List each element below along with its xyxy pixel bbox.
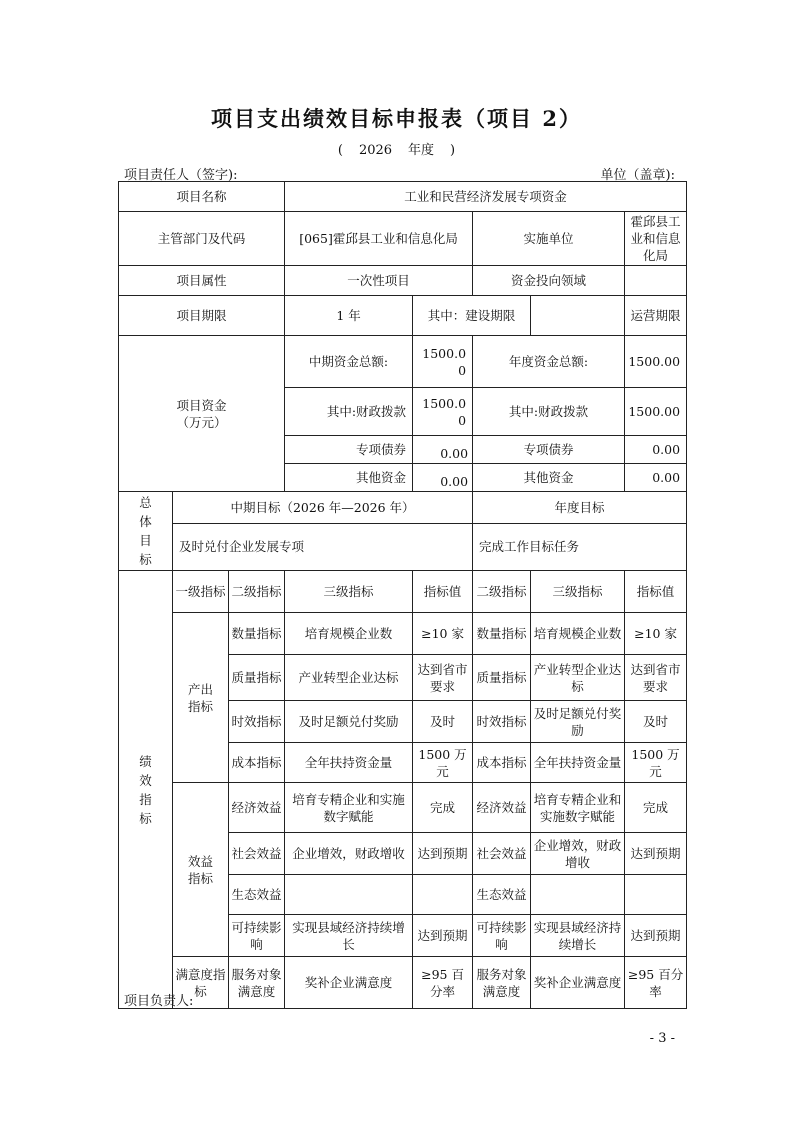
other-annual-value: 0.00 bbox=[625, 464, 687, 492]
satisfaction-l2-annual: 服务对象满意度 bbox=[473, 957, 531, 1009]
attr-value: 一次性项目 bbox=[285, 266, 473, 296]
satisfaction-l3-annual: 奖补企业满意度 bbox=[531, 957, 625, 1009]
benefit-value-annual: 达到预期 bbox=[625, 833, 687, 875]
output-l3-annual: 产业转型企业达标 bbox=[531, 655, 625, 701]
output-l3: 全年扶持资金量 bbox=[285, 743, 413, 783]
fiscal-annual-label: 其中:财政拨款 bbox=[473, 388, 625, 436]
row-goals-content bbox=[119, 523, 687, 570]
header-level3: 三级指标 bbox=[285, 571, 413, 613]
mid-total-value: 1500.00 bbox=[413, 336, 473, 388]
row-indicator-header bbox=[119, 571, 687, 613]
year-line bbox=[0, 139, 793, 158]
performance-indicator-label-text: 绩 效 指 标 bbox=[139, 753, 152, 826]
benefit-value: 达到预期 bbox=[413, 915, 473, 957]
bond-mid-value: 0.00 bbox=[413, 436, 473, 464]
benefit-l3: 实现县域经济持续增长 bbox=[285, 915, 413, 957]
benefit-value-annual: 完成 bbox=[625, 783, 687, 833]
fiscal-mid-value: 1500.00 bbox=[413, 388, 473, 436]
benefit-indicator-label-text: 效益 指标 bbox=[187, 853, 213, 886]
benefit-l2-annual: 经济效益 bbox=[473, 783, 531, 833]
table-row bbox=[119, 783, 687, 833]
output-l3-annual: 及时足额兑付奖励 bbox=[531, 701, 625, 743]
output-l3-annual: 全年扶持资金量 bbox=[531, 743, 625, 783]
bond-annual-value: 0.00 bbox=[625, 436, 687, 464]
benefit-value-annual bbox=[625, 875, 687, 915]
dept-value: [065]霍邱县工业和信息化局 bbox=[285, 212, 473, 266]
bond-mid-label: 专项债券 bbox=[285, 436, 413, 464]
overall-goal-label-text: 总 体 目 标 bbox=[139, 495, 152, 567]
fiscal-mid-label: 其中:财政拨款 bbox=[285, 388, 413, 436]
header-level1: 一级指标 bbox=[173, 571, 229, 613]
output-l2: 质量指标 bbox=[229, 655, 285, 701]
project-name-value: 工业和民营经济发展专项资金 bbox=[285, 182, 687, 212]
output-value: 1500 万元 bbox=[413, 743, 473, 783]
benefit-l2: 社会效益 bbox=[229, 833, 285, 875]
dept-label: 主管部门及代码 bbox=[119, 212, 285, 266]
attr-label: 项目属性 bbox=[119, 266, 285, 296]
annual-goal-text: 完成工作目标任务 bbox=[473, 523, 687, 570]
unit-seal-label: 单位（盖章): bbox=[600, 168, 675, 183]
page-number: - 3 - bbox=[649, 1031, 675, 1046]
satisfaction-value-annual: ≥95 百分率 bbox=[625, 957, 687, 1009]
mid-goal-text: 及时兑付企业发展专项 bbox=[173, 523, 473, 570]
benefit-value bbox=[413, 875, 473, 915]
other-mid-value: 0.00 bbox=[413, 464, 473, 492]
operate-period-label: 运营期限 bbox=[625, 296, 687, 336]
benefit-value: 完成 bbox=[413, 783, 473, 833]
output-value-annual: 及时 bbox=[625, 701, 687, 743]
build-period-value bbox=[531, 296, 625, 336]
year-close: ) bbox=[450, 143, 456, 158]
year-open: ( bbox=[337, 143, 343, 158]
output-l2-annual: 质量指标 bbox=[473, 655, 531, 701]
benefit-l3: 培育专精企业和实施数字赋能 bbox=[285, 783, 413, 833]
year-value: 2026 bbox=[358, 143, 393, 158]
annual-goal-header: 年度目标 bbox=[473, 492, 687, 524]
output-l2: 成本指标 bbox=[229, 743, 285, 783]
row-period bbox=[119, 296, 687, 336]
project-leader-label: 项目负责人: bbox=[124, 994, 194, 1009]
satisfaction-l2: 服务对象满意度 bbox=[229, 957, 285, 1009]
output-value-annual: 达到省市要求 bbox=[625, 655, 687, 701]
output-indicator-label bbox=[173, 613, 229, 783]
header-value-annual: 指标值 bbox=[625, 571, 687, 613]
output-l3: 及时足额兑付奖励 bbox=[285, 701, 413, 743]
row-dept bbox=[119, 212, 687, 266]
output-value-annual: 1500 万元 bbox=[625, 743, 687, 783]
mid-total-label: 中期资金总额: bbox=[285, 336, 413, 388]
impl-unit-label: 实施单位 bbox=[473, 212, 625, 266]
year-label: 年度 bbox=[408, 143, 435, 158]
output-l2-annual: 数量指标 bbox=[473, 613, 531, 655]
output-l3: 产业转型企业达标 bbox=[285, 655, 413, 701]
output-value-annual: ≥10 家 bbox=[625, 613, 687, 655]
benefit-l3-annual: 实现县域经济持续增长 bbox=[531, 915, 625, 957]
other-annual-label: 其他资金 bbox=[473, 464, 625, 492]
output-value: 及时 bbox=[413, 701, 473, 743]
header-level2: 二级指标 bbox=[229, 571, 285, 613]
benefit-l3-annual: 企业增效，财政增收 bbox=[531, 833, 625, 875]
period-label: 项目期限 bbox=[119, 296, 285, 336]
benefit-l2-annual: 可持续影响 bbox=[473, 915, 531, 957]
benefit-l2-annual: 社会效益 bbox=[473, 833, 531, 875]
invest-value bbox=[625, 266, 687, 296]
benefit-l3 bbox=[285, 875, 413, 915]
period-value-text: 1 年 bbox=[336, 308, 361, 323]
header-value: 指标值 bbox=[413, 571, 473, 613]
impl-unit-value: 霍邱县工业和信息化局 bbox=[625, 212, 687, 266]
fiscal-annual-value: 1500.00 bbox=[625, 388, 687, 436]
mid-goal-header: 中期目标（2026 年—2026 年） bbox=[173, 492, 473, 524]
performance-goal-table bbox=[118, 181, 687, 1009]
benefit-l2: 生态效益 bbox=[229, 875, 285, 915]
output-value: ≥10 家 bbox=[413, 613, 473, 655]
satisfaction-l3: 奖补企业满意度 bbox=[285, 957, 413, 1009]
header-level2-annual: 二级指标 bbox=[473, 571, 531, 613]
benefit-l2-annual: 生态效益 bbox=[473, 875, 531, 915]
responsible-signature-label: 项目责任人（签字): bbox=[124, 168, 238, 183]
annual-total-value: 1500.00 bbox=[625, 336, 687, 388]
output-l2: 数量指标 bbox=[229, 613, 285, 655]
project-name-label: 项目名称 bbox=[119, 182, 285, 212]
bond-annual-label: 专项债券 bbox=[473, 436, 625, 464]
period-value bbox=[285, 296, 413, 336]
row-goals-header bbox=[119, 492, 687, 524]
output-l2: 时效指标 bbox=[229, 701, 285, 743]
funds-label bbox=[119, 336, 285, 492]
performance-indicator-label bbox=[119, 571, 173, 1009]
satisfaction-value: ≥95 百分率 bbox=[413, 957, 473, 1009]
row-project-name bbox=[119, 182, 687, 212]
header-level3-annual: 三级指标 bbox=[531, 571, 625, 613]
row-funds-total bbox=[119, 336, 687, 388]
benefit-indicator-label bbox=[173, 783, 229, 957]
output-l3: 培育规模企业数 bbox=[285, 613, 413, 655]
output-l2-annual: 时效指标 bbox=[473, 701, 531, 743]
page-title: 项目支出绩效目标申报表（项目 2） bbox=[211, 106, 582, 131]
table-row bbox=[119, 613, 687, 655]
benefit-l2: 可持续影响 bbox=[229, 915, 285, 957]
overall-goal-label bbox=[119, 492, 173, 571]
output-indicator-label-text: 产出 指标 bbox=[187, 681, 213, 714]
other-mid-label: 其他资金 bbox=[285, 464, 413, 492]
row-attr bbox=[119, 266, 687, 296]
output-l3-annual: 培育规模企业数 bbox=[531, 613, 625, 655]
annual-total-label: 年度资金总额: bbox=[473, 336, 625, 388]
table-row bbox=[119, 957, 687, 1009]
benefit-l2: 经济效益 bbox=[229, 783, 285, 833]
satisfaction-indicator-label: 满意度指标 bbox=[173, 957, 229, 1009]
output-value: 达到省市要求 bbox=[413, 655, 473, 701]
benefit-value-annual: 达到预期 bbox=[625, 915, 687, 957]
invest-label: 资金投向领域 bbox=[473, 266, 625, 296]
benefit-l3: 企业增效，财政增收 bbox=[285, 833, 413, 875]
build-period-label: 其中：建设期限 bbox=[413, 296, 531, 336]
benefit-l3-annual: 培育专精企业和实施数字赋能 bbox=[531, 783, 625, 833]
output-l2-annual: 成本指标 bbox=[473, 743, 531, 783]
benefit-value: 达到预期 bbox=[413, 833, 473, 875]
benefit-l3-annual bbox=[531, 875, 625, 915]
funds-label-text: 项目资金 （万元） bbox=[176, 397, 227, 430]
